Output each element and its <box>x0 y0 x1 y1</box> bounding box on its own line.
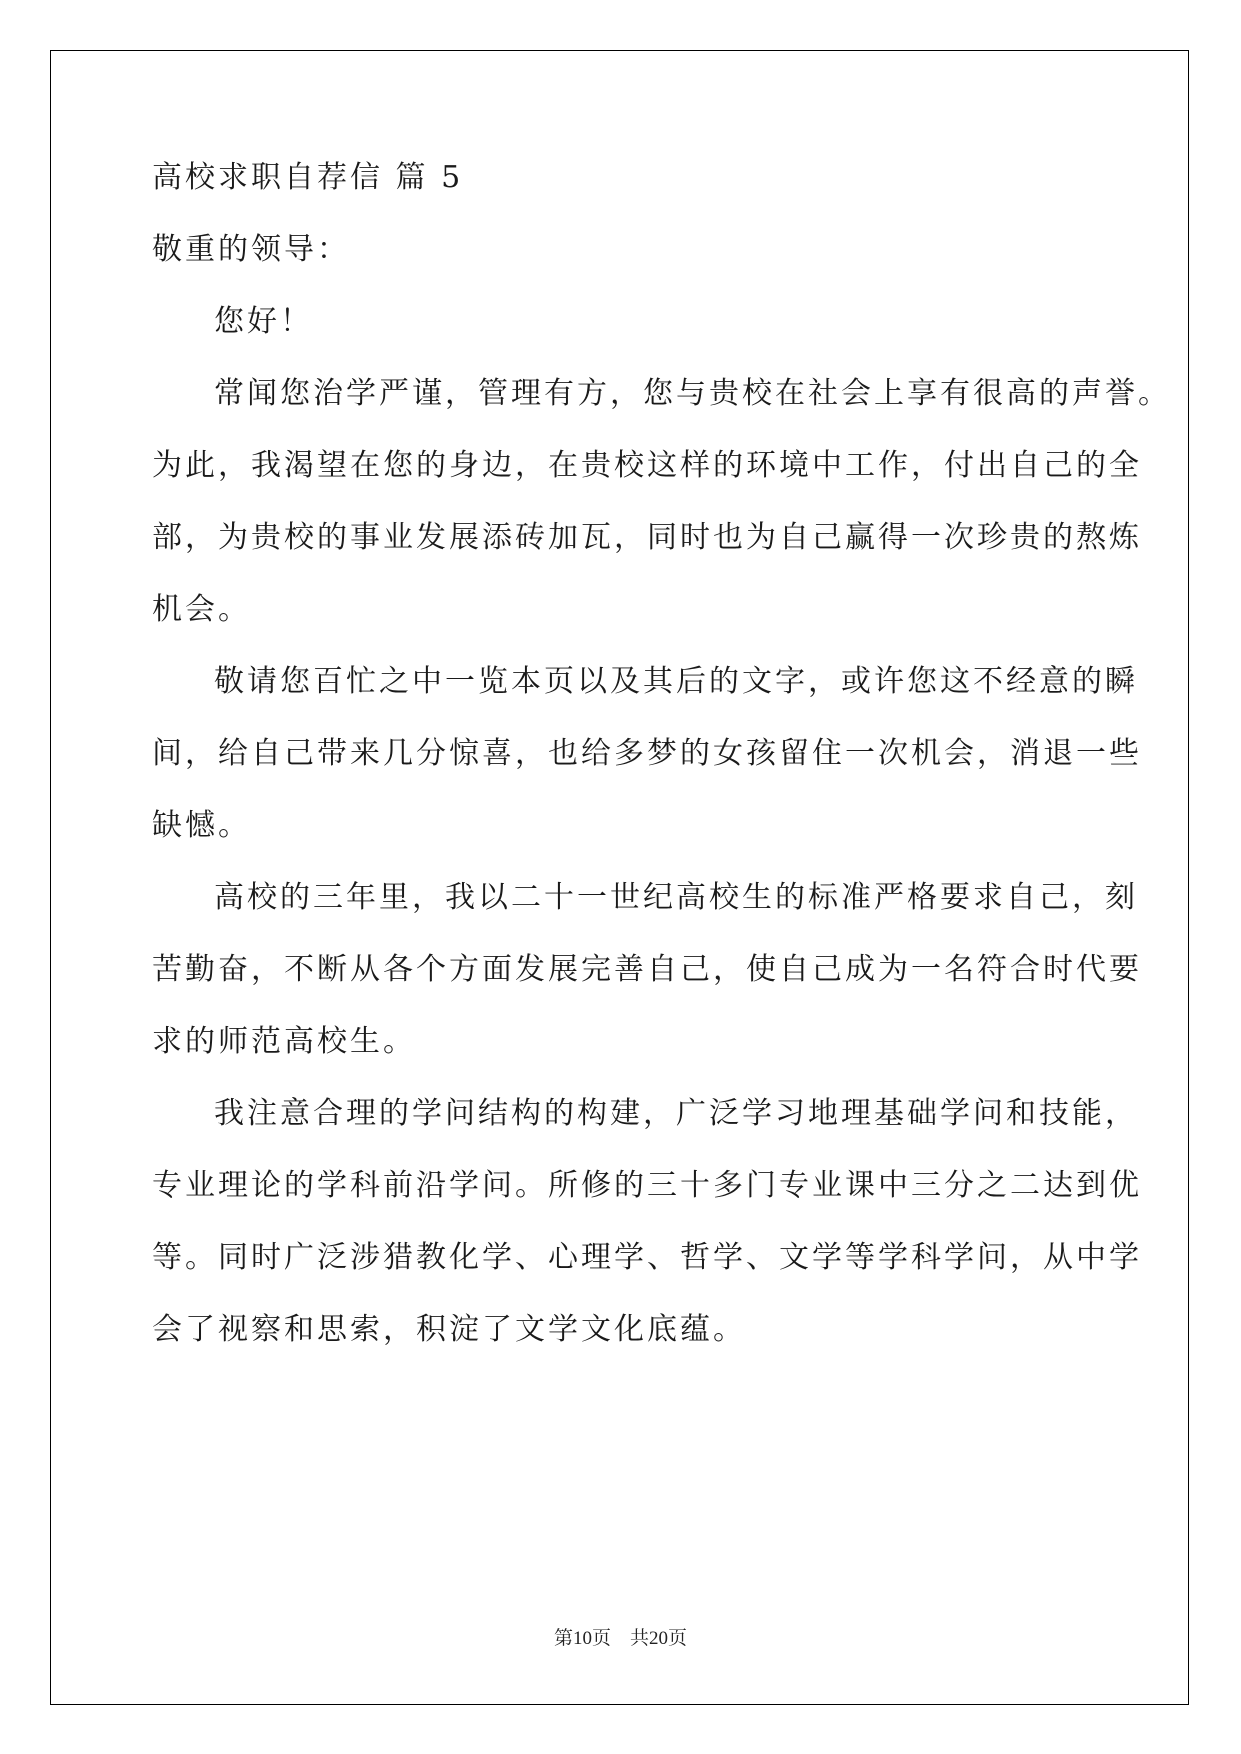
paragraph-line: 为此，我渴望在您的身边，在贵校这样的环境中工作，付出自己的全 <box>152 448 1142 483</box>
paragraph-line: 敬请您百忙之中一览本页以及其后的文字，或许您这不经意的瞬 <box>214 664 1138 699</box>
paragraph-line: 部，为贵校的事业发展添砖加瓦，同时也为自己赢得一次珍贵的熬炼 <box>152 520 1142 555</box>
paragraph-line: 机会。 <box>152 592 251 627</box>
paragraph-line: 求的师范高校生。 <box>152 1024 416 1059</box>
paragraph-line: 常闻您治学严谨，管理有方，您与贵校在社会上享有很高的声誉。 <box>214 376 1171 411</box>
paragraph-line: 苦勤奋，不断从各个方面发展完善自己，使自己成为一名符合时代要 <box>152 952 1142 987</box>
paragraph-line: 会了视察和思索，积淀了文学文化底蕴。 <box>152 1312 746 1347</box>
page-number-label: 第10页 共20页 <box>553 1628 687 1649</box>
paragraph-line: 我注意合理的学问结构的构建，广泛学习地理基础学问和技能， <box>214 1096 1138 1131</box>
paragraph-line: 等。同时广泛涉猎教化学、心理学、哲学、文学等学科学问，从中学 <box>152 1240 1142 1275</box>
greeting: 您好！ <box>214 304 313 339</box>
paragraph-line: 间，给自己带来几分惊喜，也给多梦的女孩留住一次机会，消退一些 <box>152 736 1142 771</box>
letter-title: 高校求职自荐信 篇 5 <box>152 160 464 195</box>
page-number-footer <box>0 1627 1241 1651</box>
paragraph-line: 专业理论的学科前沿学问。所修的三十多门专业课中三分之二达到优 <box>152 1168 1142 1203</box>
paragraph-line: 高校的三年里，我以二十一世纪高校生的标准严格要求自己，刻 <box>214 880 1138 915</box>
page-border <box>50 50 1189 1705</box>
salutation: 敬重的领导： <box>152 232 350 267</box>
paragraph-line: 缺憾。 <box>152 808 251 843</box>
